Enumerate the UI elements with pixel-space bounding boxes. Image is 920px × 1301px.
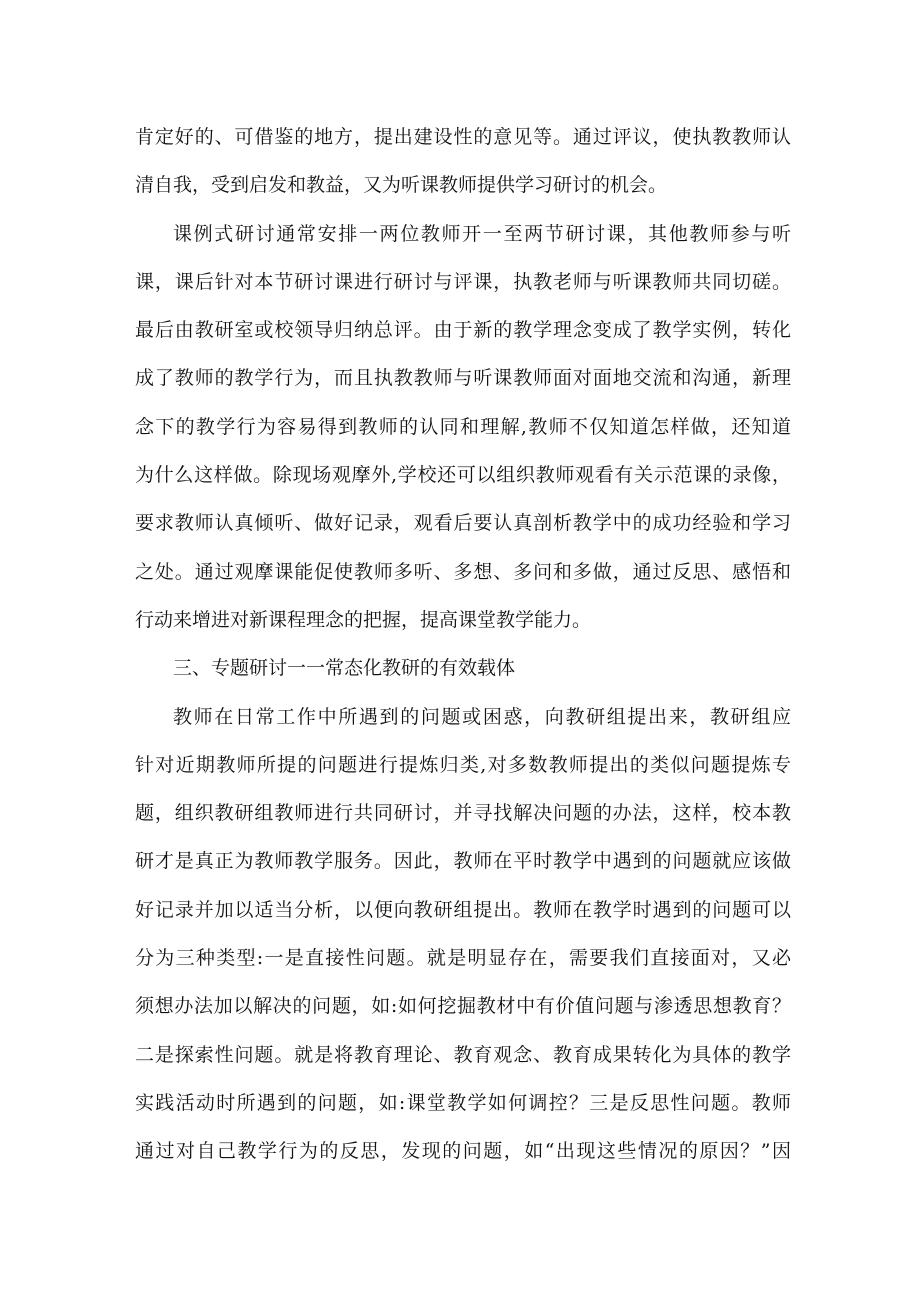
paragraph: [135, 113, 791, 210]
text-line: 须想办法加以解决的问题，如:如何挖掘教材中有价值问题与渗透思想教育？: [135, 995, 791, 1018]
text-line: 三、专题研讨一一常态化教研的有效载体: [173, 657, 516, 680]
text-line: 教师在日常工作中所遇到的问题或困惑，向教研组提出来，教研组应: [173, 705, 791, 728]
text-line: 成了教师的教学行为，而且执教教师与听课教师面对面地交流和沟通，新理: [135, 367, 791, 390]
paragraph: [135, 644, 791, 692]
paragraph: [135, 693, 791, 1176]
text-line: 分为三种类型:一是直接性问题。就是明显存在，需要我们直接面对，又必: [135, 947, 791, 970]
document-body: [135, 113, 791, 1176]
text-line: 之处。通过观摩课能促使教师多听、多想、多问和多做，通过反思、感悟和: [135, 560, 791, 583]
text-line: 好记录并加以适当分析，以便向教研组提出。教师在教学时遇到的问题可以: [135, 898, 791, 921]
text-line: 通过对自己教学行为的反思，发现的问题，如“出现这些情况的原因？”因: [135, 1140, 791, 1163]
text-line: 针对近期教师所提的问题进行提炼归类,对多数教师提出的类似问题提炼专: [135, 753, 791, 776]
text-line: 为什么这样做。除现场观摩外,学校还可以组织教师观看有关示范课的录像，: [135, 464, 791, 487]
paragraph: [135, 210, 791, 645]
text-line: 念下的教学行为容易得到教师的认同和理解,教师不仅知道怎样做，还知道: [135, 415, 791, 438]
text-line: 清自我，受到启发和教益，又为听课教师提供学习研讨的机会。: [135, 174, 668, 197]
text-line: 题，组织教研组教师进行共同研讨，并寻找解决问题的办法，这样，校本教: [135, 802, 791, 825]
text-line: 最后由教研室或校领导归纳总评。由于新的教学理念变成了教学实例，转化: [135, 319, 791, 342]
text-line: 实践活动时所遇到的问题，如:课堂教学如何调控？三是反思性问题。教师: [135, 1091, 791, 1114]
text-line: 肯定好的、可借鉴的地方，提出建设性的意见等。通过评议，使执教教师认: [135, 126, 791, 148]
text-line: 二是探索性问题。就是将教育理论、教育观念、教育成果转化为具体的教学: [135, 1043, 791, 1066]
text-line: 行动来增进对新课程理念的把握，提高课堂教学能力。: [135, 608, 592, 631]
text-line: 研才是真正为教师教学服务。因此，教师在平时教学中遇到的问题就应该做: [135, 850, 791, 873]
text-line: 课例式研讨通常安排一两位教师开一至两节研讨课，其他教师参与听: [173, 222, 791, 245]
text-line: 课，课后针对本节研讨课进行研讨与评课，执教老师与听课教师共同切磋。: [135, 270, 791, 293]
text-line: 要求教师认真倾听、做好记录，观看后要认真剖析教学中的成功经验和学习: [135, 512, 791, 535]
